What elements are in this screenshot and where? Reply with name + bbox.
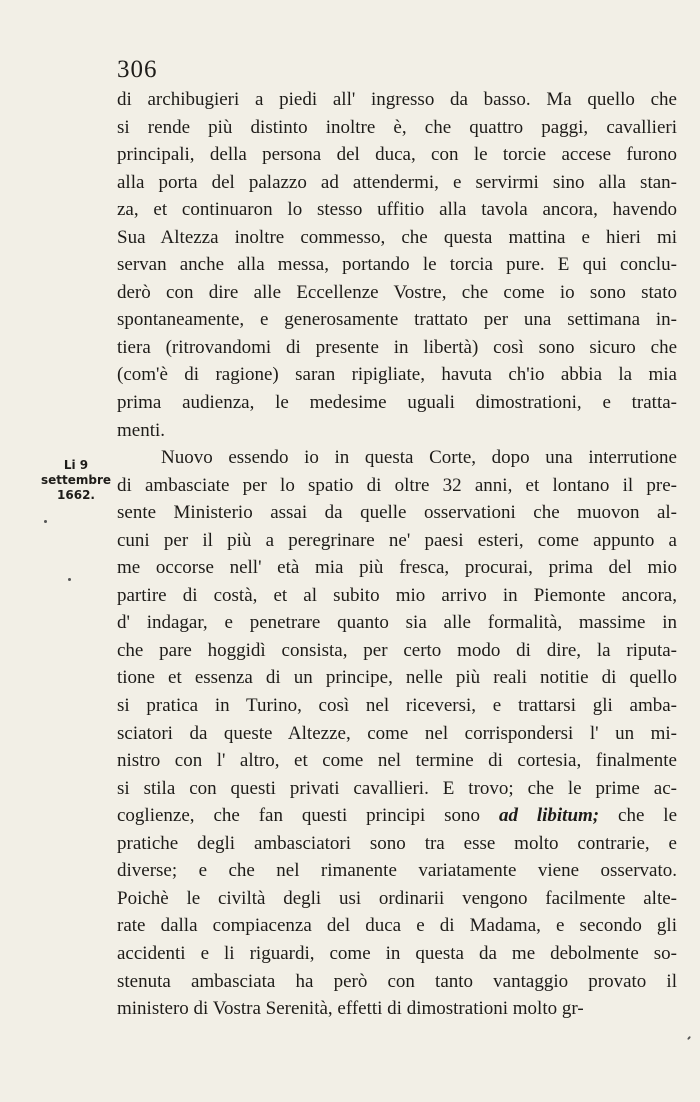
text-line: si pratica in Turino, così nel riceversi, e trattarsi gli amba-	[117, 695, 677, 717]
text-line: d' indagar, e penetrare quanto sia alle formalità, massime in	[117, 612, 677, 634]
text-line-with-italic	[117, 802, 677, 830]
margin-date-day: Li 9	[63, 458, 89, 472]
text-line: sciatori da queste Altezze, come nel corrispondersi l' un mi-	[117, 722, 677, 744]
paragraph-start-line: Nuovo essendo io in questa Corte, dopo una interrutione	[161, 447, 677, 469]
margin-date-note	[36, 458, 116, 503]
text-line: cuni per il più a peregrinare ne' paesi esteri, come appunto a	[117, 529, 677, 551]
ink-speck	[44, 520, 47, 523]
text-line: sente Ministerio assai da quelle osservationi che muovon al-	[117, 502, 677, 524]
text-line: prima audienza, le medesime uguali dimostrationi, e tratta-	[117, 392, 677, 414]
text-line: (com'è di ragione) saran ripigliate, havuta ch'io abbia la mia	[117, 364, 677, 386]
text-line: di archibugieri a piedi all' ingresso da basso. Ma quello che	[117, 89, 677, 110]
text-line: di ambasciate per lo spatio di oltre 32 anni, et lontano il pre-	[117, 474, 677, 496]
body-text	[117, 86, 677, 1023]
text-line: si rende più distinto inoltre è, che quattro paggi, cavallieri	[117, 116, 677, 138]
text-line: accidenti e li riguardi, come in questa da me debolmente so-	[117, 942, 677, 964]
text-line: menti.	[117, 419, 166, 441]
text-line: Sua Altezza inoltre commesso, che questa mattina e hieri mi	[117, 226, 677, 248]
text-segment: che le	[599, 805, 677, 827]
text-line: me occorse nell' età mia più fresca, procurai, prima del mio	[117, 557, 677, 579]
text-line: partire di costà, et al subito mio arrivo in Piemonte ancora,	[117, 584, 677, 606]
text-line: ministero di Vostra Serenità, effetti di dimostrationi molto gr-	[117, 998, 584, 1020]
text-line: rate dalla compiacenza del duca e di Madama, e secondo gli	[117, 915, 677, 937]
ink-speck	[68, 578, 71, 581]
text-line: Poichè le civiltà degli usi ordinarii vengono facilmente alte-	[117, 887, 677, 909]
text-line: alla porta del palazzo ad attendermi, e servirmi sino alla stan-	[117, 171, 677, 193]
text-line: che pare hoggidì consista, per certo modo di dire, la riputa-	[117, 639, 677, 661]
text-segment: coglienze, che fan questi principi sono	[117, 805, 481, 827]
text-line: za, et continuaron lo stesso uffitio alla tavola ancora, havendo	[117, 199, 677, 221]
text-line: spontaneamente, e generosamente trattato per una settimana in-	[117, 309, 677, 331]
italic-phrase: ad libitum;	[498, 805, 600, 827]
text-line: servan anche alla messa, portando le torcia pure. E qui conclu-	[117, 254, 677, 276]
margin-date-year: 1662.	[57, 488, 95, 502]
margin-date-month: settembre	[40, 473, 112, 487]
text-line: nistro con l' altro, et come nel termine di cortesia, finalmente	[117, 750, 677, 772]
text-line: si stila con questi privati cavallieri. E trovo; che le prime ac-	[117, 777, 677, 799]
text-line: principali, della persona del duca, con le torcie accese furono	[117, 144, 677, 166]
text-line: tione et essenza di un principe, nelle più reali notitie di quello	[117, 667, 677, 689]
text-line: tiera (ritrovandomi di presente in libertà) così sono sicuro che	[117, 336, 677, 358]
text-line: stenuta ambasciata ha però con tanto vantaggio provato il	[117, 970, 677, 992]
page-number: 306	[117, 56, 158, 83]
ink-speck	[687, 1036, 691, 1040]
text-line: diverse; e che nel rimanente variatamente viene osservato.	[117, 860, 677, 882]
text-line: derò con dire alle Eccellenze Vostre, che come io sono stato	[117, 281, 677, 303]
text-line: pratiche degli ambasciatori sono tra esse molto contrarie, e	[117, 832, 677, 854]
